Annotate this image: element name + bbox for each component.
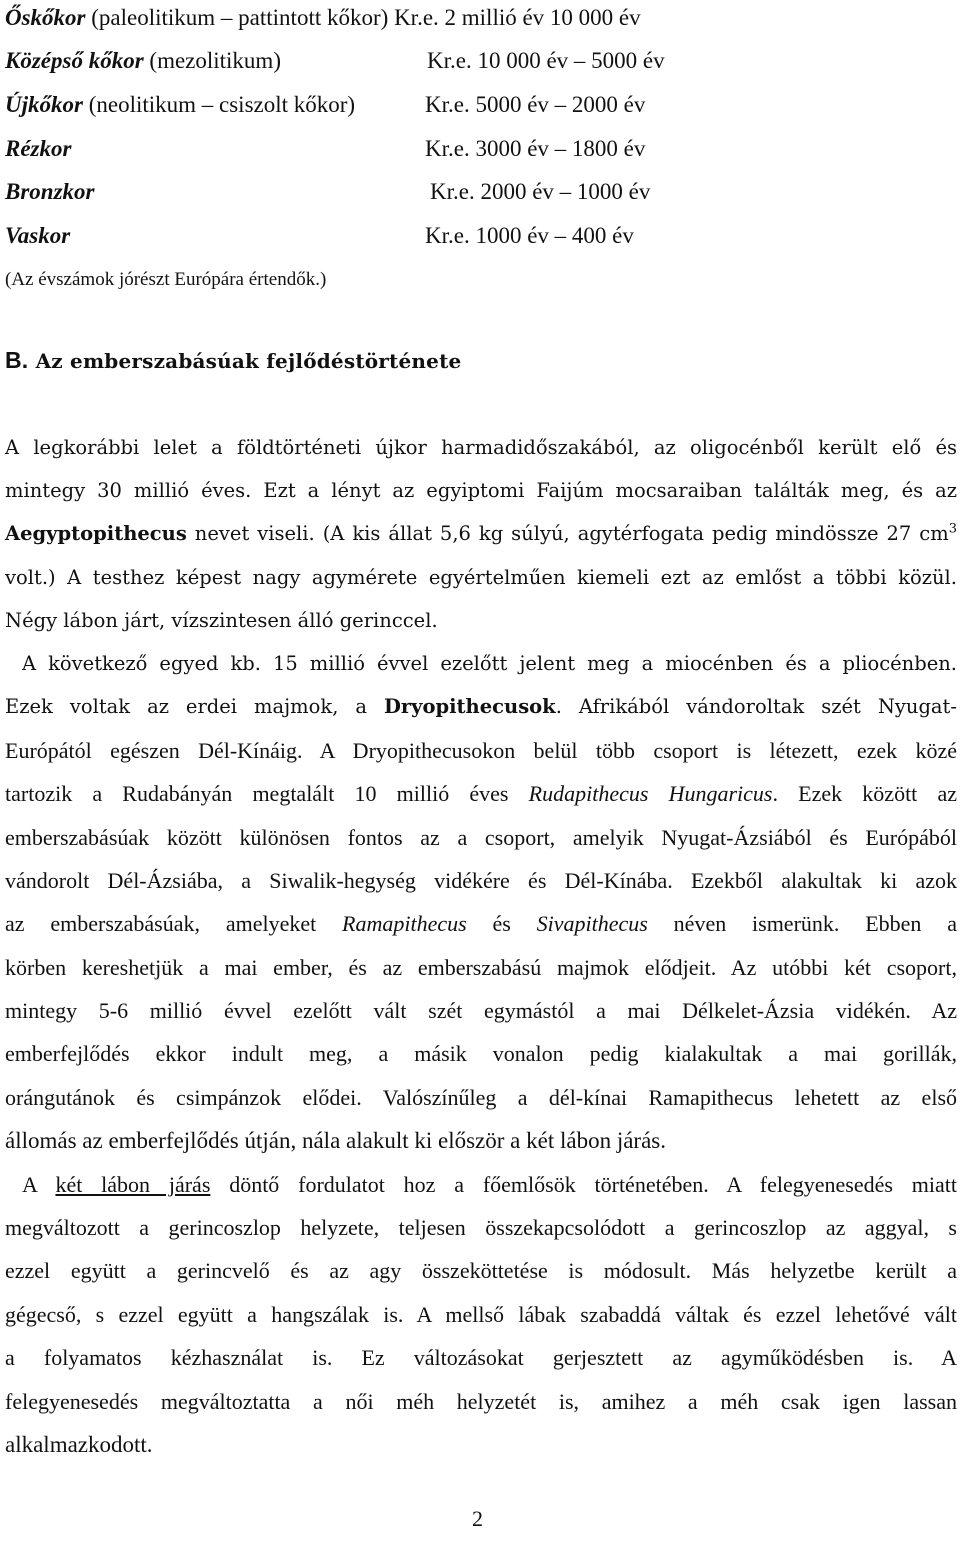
term-rudapithecus: Rudapithecus Hungaricus [528,781,773,806]
era-paren: (neolitikum – csiszolt kőkor) [82,92,356,117]
term-aegyptopithecus: Aegyptopithecus [5,522,187,545]
paragraph-line: felegyenesedés megváltoztatta a női méh helyzetét is, amihez a méh csak igen lassan [5,1389,957,1414]
era-name: Vaskor [5,223,71,248]
paragraph-text: nevet viseli. (A kis állat 5,6 kg súlyú, agytérfogata pedig mindössze 27 cm [186,522,949,545]
era-name: Középső kőkor [5,48,144,73]
paragraph-line: A legkorábbi lelet a földtörténeti újkor harmadidőszakából, az oligocénből került elő és [5,436,957,459]
paragraph-line: a folyamatos kézhasználat is. Ez változásokat gerjesztett az agyműködésben is. A [5,1345,957,1370]
era-name: Bronzkor [5,179,95,204]
section-heading [5,346,461,375]
paragraph-text: döntő fordulatot hoz a főemlősök történetében. A felegyenesedés miatt [210,1172,957,1197]
paragraph-line [5,780,957,808]
paragraph-text: Ezek voltak az erdei majmok, a [5,695,384,718]
era-name: Őskőkor [5,5,86,30]
era-range: Kr.e. 10 000 év – 5000 év [427,48,665,73]
era-paren: (paleolitikum – pattintott kőkor) [85,5,395,30]
era-range: Kr.e. 5000 év – 2000 év [425,92,646,117]
paragraph-line: mintegy 5-6 millió évvel ezelőtt vált szét egymástól a mai Délkelet-Ázsia vidékén. Az [5,998,957,1023]
paragraph-line: volt.) A testhez képest nagy agymérete egyértelműen kiemeli ezt az emlőst a többi közül. [5,566,957,589]
paragraph-text: . Afrikából vándoroltak szét Nyugat- [555,695,957,718]
term-ket-labon-jaras: két lábon járás [55,1172,211,1197]
paragraph-text: tartozik a Rudabányán megtalált 10 millió éves [5,781,529,806]
paragraph-line: A következő egyed kb. 15 millió évvel ezelőtt jelent meg a miocénben és a pliocénben. [22,652,957,675]
paragraph-line [22,1171,957,1199]
term-sivapithecus: Sivapithecus [536,911,648,936]
paragraph-line: orángutánok és csimpánzok elődei. Valószínűleg a dél-kínai Ramapithecus lehetett az első [5,1085,957,1110]
section-title: Az emberszabásúak fejlődéstörténete [35,349,462,373]
section-letter: B. [5,347,29,373]
era-note: (Az évszámok jórészt Európára értendők.) [5,269,327,290]
paragraph-text: az emberszabásúak, amelyeket [5,911,343,936]
paragraph-line: gégecső, s ezzel együtt a hangszálak is. A mellső lábak szabaddá váltak és ezzel lehetővé vált [5,1302,957,1327]
era-row [5,4,641,32]
paragraph-text: néven ismerünk. Ebben a [647,911,958,936]
era-range: Kr.e. 3000 év – 1800 év [425,136,646,161]
paragraph-line [5,693,957,721]
paragraph-line: Négy lábon járt, vízszintesen álló gerinccel. [5,609,438,632]
term-ramapithecus: Ramapithecus [342,911,467,936]
era-range: Kr.e. 2000 év – 1000 év [430,179,651,204]
paragraph-line: ezzel együtt a gerincvelő és az agy összeköttetése is módosult. Más helyzetbe került a [5,1258,957,1283]
paragraph-text: és [466,911,537,936]
paragraph-line: emberfejlődés ekkor indult meg, a másik vonalon pedig kialakultak a mai gorillák, [5,1041,957,1066]
paragraph-line [5,910,957,938]
era-row [5,47,281,75]
paragraph-line: emberszabásúak között különösen fontos az a csoport, amelyik Nyugat-Ázsiából és Európából [5,825,957,850]
era-name: Újkőkor [5,92,83,117]
paragraph-line: vándorolt Dél-Ázsiába, a Siwalik-hegység vidékére és Dél-Kínába. Ezekből alakultak ki azok [5,868,957,893]
paragraph-text: A [22,1172,56,1197]
paragraph-text: . Ezek között az [772,781,957,806]
paragraph-line: állomás az emberfejlődés útján, nála alakult ki először a két lábon járás. [5,1128,666,1153]
term-dryopithecusok: Dryopithecusok [383,695,556,718]
paragraph-line: körben kereshetjük a mai ember, és az emberszabású majmok elődjeit. Az utóbbi két csoport, [5,955,957,980]
paragraph-line: Európától egészen Dél-Kínáig. A Dryopithecusokon belül több csoport is létezett, ezek közé [5,738,957,763]
era-range: Kr.e. 1000 év – 400 év [425,223,634,248]
era-range: Kr.e. 2 millió év 10 000 év [394,5,641,30]
era-name: Rézkor [5,136,72,161]
superscript: 3 [948,521,957,537]
paragraph-line: mintegy 30 millió éves. Ezt a lényt az egyiptomi Faijúm mocsaraiban találták meg, és az [5,479,957,502]
era-paren: (mezolitikum) [143,48,281,73]
paragraph-line: alkalmazkodott. [5,1432,153,1457]
page-number: 2 [472,1506,483,1531]
era-row [5,91,355,119]
paragraph-line: megváltozott a gerincoszlop helyzete, teljesen összekapcsolódott a gerincoszlop az aggyal, s [5,1215,957,1240]
paragraph-line [5,520,957,548]
